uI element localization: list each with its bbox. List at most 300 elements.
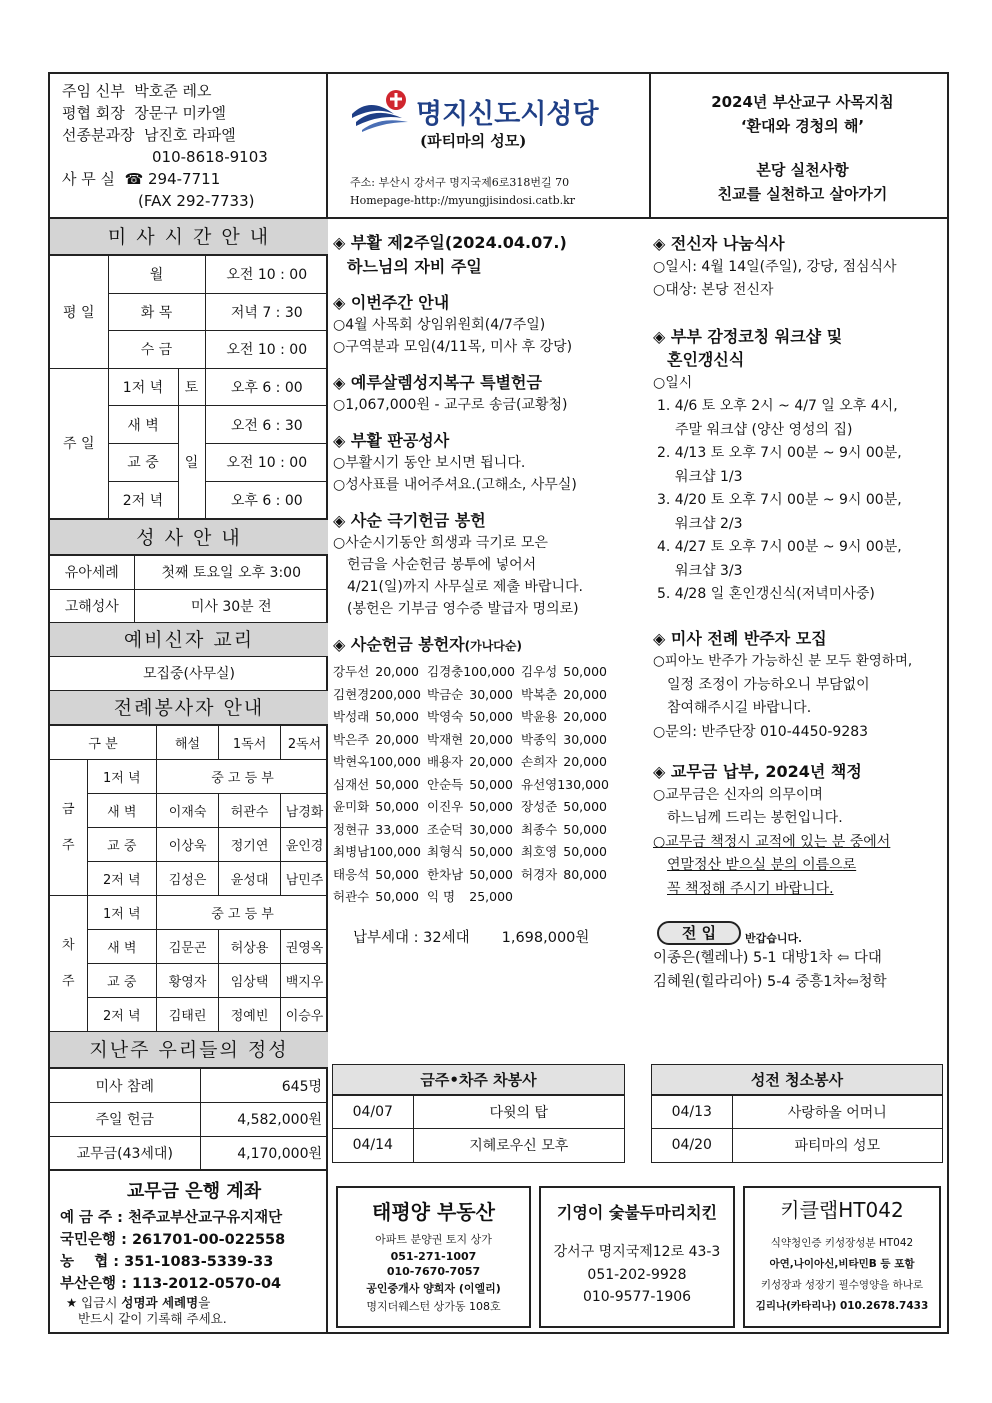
car-service-title: 금주•차주 차봉사 xyxy=(333,1065,624,1095)
donor-name: 이진우 xyxy=(427,799,464,814)
notice-line: ○4월 사목회 상임위원회(4/7주일) xyxy=(333,317,546,333)
staff-role: 주임 신부 xyxy=(62,82,125,100)
server-name: 권영옥 xyxy=(281,930,328,964)
office-label: 사 무 실 xyxy=(62,170,116,188)
donor-amount: 50,000 xyxy=(469,799,513,814)
saturday-label: 토 xyxy=(178,368,205,406)
bank-value: 113-2012-0570-04 xyxy=(131,1276,282,1293)
church-name: 명지신도시성당 xyxy=(416,99,599,130)
donor-amount: 100,000 xyxy=(463,664,515,679)
sacrament-table xyxy=(50,555,328,623)
donor-name: 최형식 xyxy=(427,844,464,859)
mass-time: 오후 6 : 00 xyxy=(205,481,328,519)
donor-row xyxy=(333,729,643,752)
notice-line: ○1,067,000원 - 교구로 송금(교황청) xyxy=(333,397,568,413)
donor-entry xyxy=(427,751,521,774)
donor-amount: 30,000 xyxy=(469,821,513,837)
ad-phone: 051-202-9928 xyxy=(587,1267,687,1283)
notice-line: 워크샵 3/3 xyxy=(675,562,743,579)
notice-line: 헌금을 사순헌금 봉투에 넣어서 xyxy=(347,557,537,573)
donor-entry xyxy=(521,864,615,887)
server-name: 황영자 xyxy=(157,964,219,998)
donor-name: 장성준 xyxy=(521,799,558,814)
church-logo xyxy=(346,86,646,136)
notice-line: ○일시: 4월 14일(주일), 강당, 점심식사 xyxy=(653,258,897,275)
ad-line: 공인중개사 양희자 (이엘리) xyxy=(366,1282,501,1295)
donor-name: 강두선 xyxy=(333,664,370,679)
notice-line-underlined: 연말정산 받으실 분의 이름으로 xyxy=(667,857,857,873)
service-date: 04/14 xyxy=(333,1129,413,1162)
sunday-label: 주 일 xyxy=(50,368,108,518)
donor-amount: 20,000 xyxy=(469,731,513,747)
bank-row xyxy=(60,1207,328,1229)
ad-title: 기영이 숯불두마리치킨 xyxy=(556,1203,718,1222)
pastoral-guideline xyxy=(660,90,945,206)
donor-name: 박금순 xyxy=(427,686,464,702)
mass-time: 오전 6 : 30 xyxy=(205,406,328,444)
middle-column xyxy=(333,232,643,949)
offering-table xyxy=(50,1068,328,1170)
servers-title: 전례봉사자 안내 xyxy=(50,691,328,725)
cleaning-box xyxy=(651,1064,943,1163)
notice-line-underlined: 꼭 책정해 주시기 바랍니다. xyxy=(667,880,834,897)
donor-amount: 50,000 xyxy=(563,844,607,859)
donor-entry xyxy=(521,684,615,707)
donor-row xyxy=(333,864,643,887)
church-address: 주소: 부산시 강서구 명지국제6로318번길 70 xyxy=(350,176,570,189)
donor-amount: 20,000 xyxy=(563,709,607,724)
donor-entry xyxy=(521,661,615,684)
donor-amount: 50,000 xyxy=(563,799,607,814)
donor-name: 박종익 xyxy=(521,731,558,747)
service-name: 지혜로우신 모후 xyxy=(413,1129,624,1162)
donor-amount: 50,000 xyxy=(375,889,419,904)
sacrament-value: 미사 30분 전 xyxy=(134,589,328,623)
donor-name: 유선영 xyxy=(521,776,558,792)
donor-name: 박현옥 xyxy=(333,754,370,769)
homepage-link[interactable]: Homepage-http://myungjisindosi.catb.kr xyxy=(350,194,576,207)
notice-line: 4. 4/27 토 오후 7시 00분 ~ 9시 00분, xyxy=(657,539,902,555)
bank-note-bold: 성명과 세례명 xyxy=(121,1295,199,1311)
sacrament-name: 유아세례 xyxy=(50,556,134,590)
donor-amount: 50,000 xyxy=(469,709,513,724)
donor-amount: 100,000 xyxy=(369,844,421,859)
donors-total-label: 납부세대 : 32세대 xyxy=(353,929,470,946)
donor-amount: 20,000 xyxy=(375,664,419,679)
move-in-line: 이종은(헬레나) 5-1 대방1차 ⇦ 다대 xyxy=(653,950,882,966)
donor-entry xyxy=(333,841,427,864)
donor-entry xyxy=(521,751,615,774)
service-date: 04/20 xyxy=(652,1129,732,1162)
donor-entry xyxy=(427,864,521,887)
donor-amount: 50,000 xyxy=(375,709,419,724)
next-week-text: 차 주 xyxy=(61,937,75,989)
service-name: 사랑하올 어머니 xyxy=(732,1096,942,1129)
service-date: 04/13 xyxy=(652,1096,732,1129)
ad-phone: 010-7670-7057 xyxy=(386,1265,481,1278)
donor-entry xyxy=(521,886,615,909)
donor-amount: 30,000 xyxy=(469,686,513,702)
server-name: 윤성대 xyxy=(219,862,281,896)
notice-title: ◈ 미사 전례 반주자 모집 xyxy=(653,628,827,648)
bank-note xyxy=(60,1295,328,1311)
donor-name: 박복춘 xyxy=(521,686,558,702)
notice-title: ◈ 전신자 나눔식사 xyxy=(653,234,785,253)
office-tel: ☎ 294-7711 xyxy=(124,170,221,188)
welcome-text: 반갑습니다. xyxy=(745,932,802,945)
bulletin-page xyxy=(48,72,949,1334)
donor-entry xyxy=(333,751,427,774)
donor-entry xyxy=(333,796,427,819)
offering-name: 교무금(43세대) xyxy=(50,1136,200,1170)
server-mass: 1저 녁 xyxy=(87,896,157,930)
server-name: 김태린 xyxy=(157,998,219,1032)
donor-amount: 33,000 xyxy=(375,821,419,837)
notice-line: 워크샵 1/3 xyxy=(675,468,743,485)
staff-row xyxy=(62,80,268,102)
notice-line: ○사순시기동안 희생과 극기로 모은 xyxy=(333,535,548,551)
donor-entry xyxy=(521,841,615,864)
notice-line: 1. 4/6 토 오후 2시 ~ 4/7 일 오후 4시, xyxy=(657,398,898,414)
donor-amount: 200,000 xyxy=(369,686,421,702)
notice-title: ◈ 이번주간 안내 xyxy=(333,293,450,312)
server-name: 남민주 xyxy=(281,862,328,896)
sacrament-name: 고해성사 xyxy=(50,589,134,623)
offering-value: 4,582,000원 xyxy=(200,1102,328,1136)
ad-line: 키성장과 성장기 필수영양을 하나로 xyxy=(760,1279,924,1291)
header-divider-right xyxy=(649,74,651,219)
offering-name: 주일 헌금 xyxy=(50,1102,200,1136)
servers-table xyxy=(50,725,328,1032)
donor-name: 손희자 xyxy=(521,754,558,769)
servers-head: 해설 xyxy=(157,726,219,760)
donor-name: 김경충 xyxy=(427,664,464,679)
donor-name: 심재선 xyxy=(333,776,370,792)
bank-key: 예 금 주 : xyxy=(60,1210,123,1227)
pastoral-line: 2024년 부산교구 사목지침 xyxy=(711,93,894,111)
ad-line: 강서구 명지국제12로 43-3 xyxy=(553,1244,721,1260)
move-in-line: 김혜원(힐라리아) 5-4 중흥1차⇦청학 xyxy=(653,973,887,990)
donor-entry xyxy=(427,684,521,707)
service-date: 04/07 xyxy=(333,1096,413,1129)
mass-time: 저녁 7 : 30 xyxy=(205,293,328,331)
right-column xyxy=(653,232,948,994)
donor-name: 김우성 xyxy=(521,664,558,679)
ad-chicken xyxy=(539,1186,735,1328)
donor-name: 허관수 xyxy=(333,889,370,904)
donor-amount: 20,000 xyxy=(469,754,513,769)
donor-name: 윤미화 xyxy=(333,799,370,814)
donors-total xyxy=(333,927,643,949)
donor-entry xyxy=(427,819,521,842)
office-row xyxy=(62,168,268,190)
server-group: 중 고 등 부 xyxy=(157,760,328,794)
ad-title: 키클랩HT042 xyxy=(780,1198,904,1222)
ad-line: 아연,나이아신,비타민B 등 포함 xyxy=(769,1258,915,1270)
notice-line: 하느님께 드리는 봉헌입니다. xyxy=(667,810,843,826)
donor-entry xyxy=(521,819,615,842)
ad-phone: 김리나(카타리나) 010.2678.7433 xyxy=(755,1300,929,1312)
car-service-box xyxy=(332,1064,625,1163)
notice-line: ○피아노 반주가 가능하신 분 모두 환영하며, xyxy=(653,653,913,669)
offering-value: 4,170,000원 xyxy=(200,1136,328,1170)
notice-title: ◈ 부활 제2주일(2024.04.07.) xyxy=(333,233,567,252)
donor-amount: 20,000 xyxy=(563,686,607,702)
donor-entry xyxy=(333,661,427,684)
staff-name: 박호준 레오 xyxy=(134,82,212,100)
sunday-day-label: 일 xyxy=(178,406,205,519)
donor-name: 익 명 xyxy=(427,889,456,904)
office-fax: (FAX 292-7733) xyxy=(138,192,255,210)
notice-line: ○일시 xyxy=(653,374,693,391)
bank-row xyxy=(60,1273,328,1295)
staff-info xyxy=(62,80,268,212)
bank-key: 국민은행 : xyxy=(60,1232,127,1249)
donors-title-suffix: (가나다순) xyxy=(464,639,522,653)
donor-entry xyxy=(427,729,521,752)
donor-name: 안순득 xyxy=(427,776,464,792)
notice-title: ◈ 사순 극기헌금 봉헌 xyxy=(333,511,486,530)
cleaning-table xyxy=(652,1095,942,1162)
donor-entry xyxy=(333,864,427,887)
notice-title: ◈ 교무금 납부, 2024년 책정 xyxy=(653,762,862,781)
server-group: 중 고 등 부 xyxy=(157,896,328,930)
car-service-table xyxy=(333,1095,624,1162)
donors-title: ◈ 사순헌금 봉헌자 xyxy=(333,635,465,654)
donor-amount: 25,000 xyxy=(469,889,513,904)
service-name: 파티마의 성모 xyxy=(732,1129,942,1162)
notice-line: 워크샵 2/3 xyxy=(675,515,743,532)
bank-value: 261701-00-022558 xyxy=(131,1232,286,1249)
ad-title: 태평양 부동산 xyxy=(372,1200,495,1224)
donor-entry xyxy=(333,774,427,797)
server-name: 이상욱 xyxy=(157,828,219,862)
donor-amount: 50,000 xyxy=(469,866,513,882)
notice-line-underlined: ○교무금 책정시 교적에 있는 분 중에서 xyxy=(653,833,891,850)
ad-line: 식약청인증 키성장성분 HT042 xyxy=(770,1237,914,1249)
donor-amount: 20,000 xyxy=(563,754,607,769)
donor-entry xyxy=(427,796,521,819)
donor-entry xyxy=(333,684,427,707)
bank-key: 부산은행 : xyxy=(60,1276,127,1293)
server-mass: 교 중 xyxy=(87,964,157,998)
donor-name: 박은주 xyxy=(333,731,370,747)
mass-time: 오전 10 : 00 xyxy=(205,331,328,369)
servers-head: 1독서 xyxy=(219,726,281,760)
server-name: 허관수 xyxy=(219,794,281,828)
staff-role: 평협 회장 xyxy=(62,104,125,122)
donor-name: 박영숙 xyxy=(427,709,464,724)
server-name: 정기연 xyxy=(219,828,281,862)
donor-entry xyxy=(521,729,615,752)
donor-entry xyxy=(333,886,427,909)
mass-name: 2저 녁 xyxy=(108,481,178,519)
servers-head: 구 분 xyxy=(50,726,157,760)
staff-name: 장문구 미카엘 xyxy=(134,104,226,122)
pastoral-line: 본당 실천사항 xyxy=(756,161,849,179)
notice-line: 2. 4/13 토 오후 7시 00분 ~ 9시 00분, xyxy=(657,445,902,461)
bank-accounts xyxy=(50,1170,328,1327)
donor-name: 박윤용 xyxy=(521,709,558,724)
notice-line: (봉헌은 기부금 영수증 발급자 명의로) xyxy=(347,601,579,617)
donor-name: 조순덕 xyxy=(427,821,464,837)
bank-value: 천주교부산교구유지재단 xyxy=(128,1210,283,1227)
server-mass: 2저 녁 xyxy=(87,862,157,896)
notice-line: ○구역분과 모임(4/11목, 미사 후 강당) xyxy=(333,339,573,355)
ad-real-estate xyxy=(336,1186,531,1328)
weekday-label: 평 일 xyxy=(50,256,108,369)
next-week-label xyxy=(50,896,87,1032)
mass-name: 새 벽 xyxy=(108,406,178,444)
notice-line: 참여해주시길 바랍니다. xyxy=(667,700,812,716)
donor-entry xyxy=(427,886,521,909)
donor-amount: 50,000 xyxy=(563,664,607,679)
server-name: 백지우 xyxy=(281,964,328,998)
ad-phone: 010-9577-1906 xyxy=(582,1289,692,1305)
donor-entry xyxy=(427,706,521,729)
donor-name: 최호영 xyxy=(521,844,558,859)
server-mass: 2저 녁 xyxy=(87,998,157,1032)
server-name: 이재숙 xyxy=(157,794,219,828)
donor-entry xyxy=(427,661,521,684)
ad-line: 명지더웨스턴 상가동 108호 xyxy=(366,1300,501,1313)
this-week-label xyxy=(50,760,87,896)
donor-row xyxy=(333,841,643,864)
bank-key: 농 협 : xyxy=(60,1254,120,1271)
this-week-text: 금 주 xyxy=(61,801,75,853)
bank-title: 교무금 은행 계좌 xyxy=(126,1181,262,1203)
donor-row xyxy=(333,774,643,797)
mass-day: 수 금 xyxy=(108,331,205,369)
donor-name: 박성래 xyxy=(333,709,370,724)
pastoral-spacer xyxy=(660,138,945,158)
mass-name: 교 중 xyxy=(108,443,178,481)
notice-line: ○교무금은 신자의 의무이며 xyxy=(653,786,823,803)
offering-value: 645명 xyxy=(200,1069,328,1103)
bank-row xyxy=(60,1251,328,1273)
donor-entry xyxy=(427,841,521,864)
mass-times-title: 미 사 시 간 안 내 xyxy=(50,219,328,255)
donor-amount: 30,000 xyxy=(563,731,607,747)
notice-line: 4/21(일)까지 사무실로 제출 바랍니다. xyxy=(347,579,583,595)
notice-line: ○대상: 본당 전신자 xyxy=(653,282,774,298)
server-name: 이승우 xyxy=(281,998,328,1032)
mass-times-table xyxy=(50,255,328,519)
offering-title: 지난주 우리들의 정성 xyxy=(50,1032,328,1068)
sacrament-value: 첫째 토요일 오후 3:00 xyxy=(134,556,328,590)
bank-note-text: 을 xyxy=(198,1295,211,1311)
mass-time: 오전 10 : 00 xyxy=(205,443,328,481)
donor-name: 한차남 xyxy=(427,866,464,882)
donor-name: 정현규 xyxy=(333,821,370,837)
donors-total-value: 1,698,000원 xyxy=(501,929,590,946)
donor-entry xyxy=(333,819,427,842)
move-in-badge: 전 입 xyxy=(657,921,741,945)
bank-row xyxy=(60,1229,328,1251)
mass-time: 오후 6 : 00 xyxy=(205,368,328,406)
server-mass: 새 벽 xyxy=(87,794,157,828)
donor-amount: 50,000 xyxy=(375,799,419,814)
notice-line: ○부활시기 동안 보시면 됩니다. xyxy=(333,455,526,471)
move-in-header xyxy=(653,921,948,947)
server-mass: 새 벽 xyxy=(87,930,157,964)
donor-amount: 50,000 xyxy=(375,866,419,882)
server-name: 임상택 xyxy=(219,964,281,998)
ad-kiclab xyxy=(743,1186,941,1328)
sacrament-title: 성 사 안 내 xyxy=(50,519,328,555)
donor-name: 김현경 xyxy=(333,686,370,702)
donor-name: 최병남 xyxy=(333,844,370,859)
notice-line: ○문의: 반주단장 010-4450-9283 xyxy=(653,723,869,740)
staff-row xyxy=(62,124,268,146)
donor-amount: 80,000 xyxy=(563,866,607,882)
notice-title: ◈ 예루살렘성지복구 특별헌금 xyxy=(333,373,542,392)
left-column xyxy=(50,219,328,1327)
church-subtitle: (파티마의 성모) xyxy=(420,132,527,150)
offering-name: 미사 참례 xyxy=(50,1069,200,1103)
donor-amount: 50,000 xyxy=(469,776,513,792)
bank-value: 351-1083-5339-33 xyxy=(124,1254,274,1271)
bank-note-text: ★ 입금시 xyxy=(66,1295,122,1311)
notice-title: ◈ 부활 판공성사 xyxy=(333,431,450,450)
donor-amount: 50,000 xyxy=(375,776,419,792)
donor-row xyxy=(333,661,643,684)
donor-row xyxy=(333,706,643,729)
catechumen-value: 모집중(사무실) xyxy=(50,657,328,691)
service-name: 다윗의 탑 xyxy=(413,1096,624,1129)
server-mass: 1저 녁 xyxy=(87,760,157,794)
donor-entry xyxy=(521,706,615,729)
donor-entry xyxy=(333,706,427,729)
notice-line: 5. 4/28 일 혼인갱신식(저녁미사중) xyxy=(657,586,875,602)
notice-title: ◈ 부부 감정코칭 워크샵 및 xyxy=(653,326,843,346)
servers-head: 2독서 xyxy=(281,726,328,760)
mass-day: 화 목 xyxy=(108,293,205,331)
donor-row xyxy=(333,796,643,819)
donor-amount: 130,000 xyxy=(557,776,609,792)
donor-entry xyxy=(333,729,427,752)
donor-amount: 20,000 xyxy=(375,731,419,747)
donor-name: 배용자 xyxy=(427,754,464,769)
server-name: 김성은 xyxy=(157,862,219,896)
donor-name: 허경자 xyxy=(521,866,558,882)
mass-name: 1저 녁 xyxy=(108,368,178,406)
donor-entry xyxy=(521,774,615,797)
donor-entry xyxy=(521,796,615,819)
donor-amount: 100,000 xyxy=(369,754,421,769)
donor-amount: 50,000 xyxy=(563,821,607,837)
notice-line: ○성사표를 내어주셔요.(고해소, 사무실) xyxy=(333,477,577,493)
notice-line: 3. 4/20 토 오후 7시 00분 ~ 9시 00분, xyxy=(657,492,902,508)
donor-name: 박재현 xyxy=(427,731,464,747)
donors-list xyxy=(333,661,643,909)
server-name: 윤인경 xyxy=(281,828,328,862)
notice-title: 혼인갱신식 xyxy=(667,350,745,369)
pastoral-line: 친교를 실천하고 살아가기 xyxy=(717,185,888,203)
server-name: 허상용 xyxy=(219,930,281,964)
ad-line: 아파트 분양권 토지 상가 xyxy=(375,1233,492,1246)
staff-row xyxy=(62,102,268,124)
notice-title xyxy=(333,634,643,657)
donor-row xyxy=(333,751,643,774)
server-name: 남경화 xyxy=(281,794,328,828)
bank-note: 반드시 같이 기록해 주세요. xyxy=(78,1311,227,1327)
donor-entry xyxy=(427,774,521,797)
server-name: 김문곤 xyxy=(157,930,219,964)
donor-row xyxy=(333,819,643,842)
staff-phone: 010-8618-9103 xyxy=(152,148,268,166)
donor-amount: 50,000 xyxy=(469,844,513,859)
